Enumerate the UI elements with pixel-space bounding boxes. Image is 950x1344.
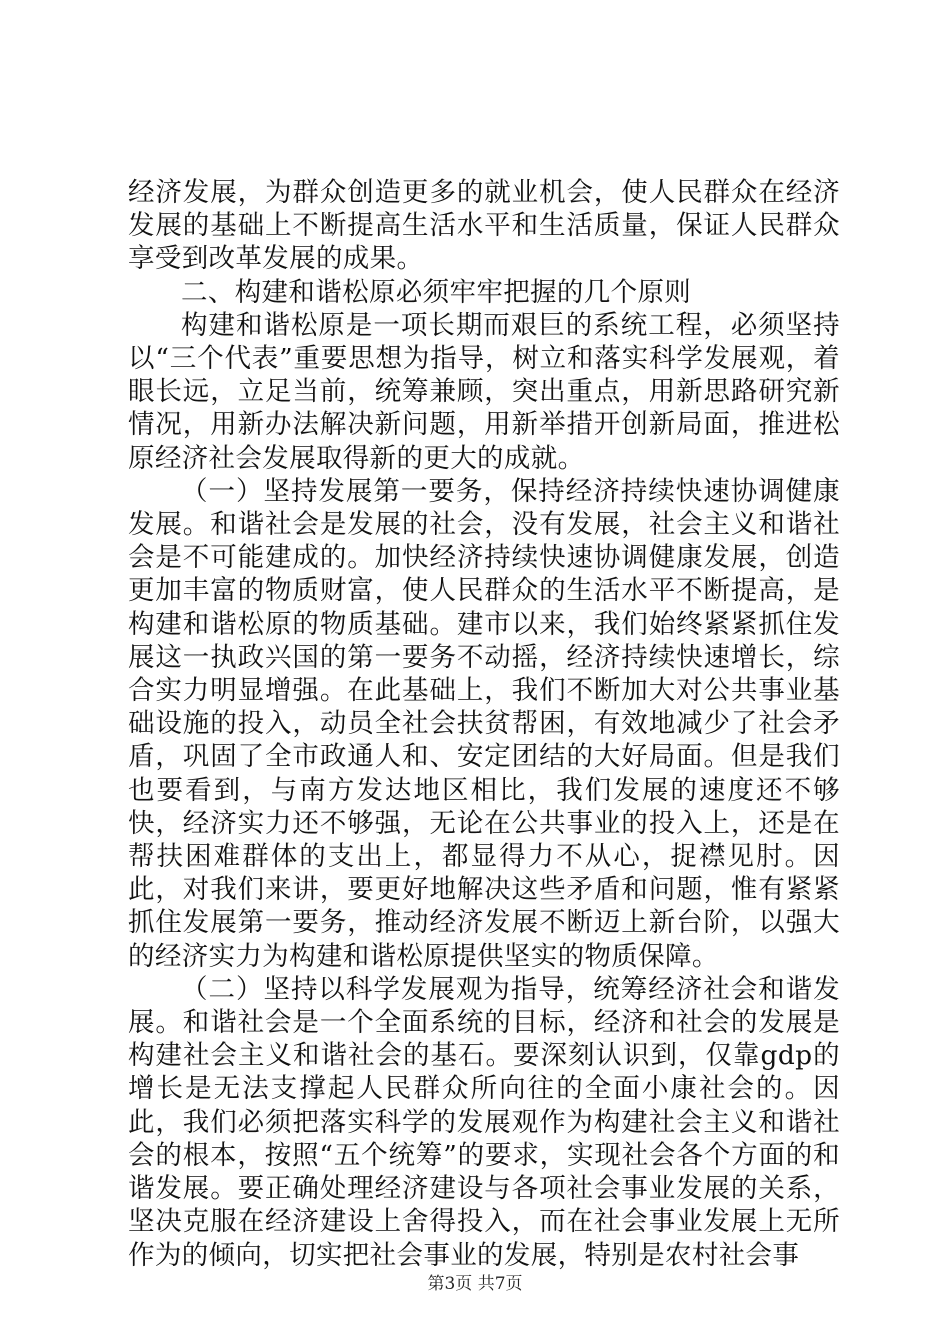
document-body <box>128 176 840 1272</box>
page-number-footer: 第3页 共7页 <box>427 1274 523 1294</box>
paragraph-continuation: 经济发展，为群众创造更多的就业机会，使人民群众在经济发展的基础上不断提高生活水平和生活质量，保证人民群众享受到改革发展的成果。 <box>128 177 840 275</box>
paragraph-point-1: （一）坚持发展第一要务，保持经济持续快速协调健康发展。和谐社会是发展的社会，没有发展，社会主义和谐社会是不可能建成的。加快经济持续快速协调健康发展，创造更加丰富的物质财富，使人民群众的生活水平不断提高，是构建和谐松原的物质基础。建市以来，我们始终紧紧抓住发展这一执政兴国的第一要务不动摇，经济持续快速增长，综合实力明显增强。在此基础上，我们不断加大对公共事业基础设施的投入，动员全社会扶贫帮困，有效地减少了社会矛盾，巩固了全市政通人和、安定团结的大好局面。但是我们也要看到，与南方发达地区相比，我们发展的速度还不够快，经济实力还不够强，无论在公共事业的投入上，还是在帮扶困难群体的支出上，都显得力不从心，捉襟见肘。因此，对我们来讲，要更好地解决这些矛盾和问题，惟有紧紧抓住发展第一要务，推动经济发展不断迈上新台阶，以强大的经济实力为构建和谐松原提供坚实的物质保障。 <box>128 475 840 972</box>
paragraph-intro: 构建和谐松原是一项长期而艰巨的系统工程，必须坚持以“三个代表”重要思想为指导，树立和落实科学发展观，着眼长远，立足当前，统筹兼顾，突出重点，用新思路研究新情况，用新办法解决新问题，用新举措开创新局面，推进松原经济社会发展取得新的更大的成就。 <box>128 309 840 474</box>
paragraph-point-2: （二）坚持以科学发展观为指导，统筹经济社会和谐发展。和谐社会是一个全面系统的目标，经济和社会的发展是构建社会主义和谐社会的基石。要深刻认识到，仅靠gdp的增长是无法支撑起人民群众所向往的全面小康社会的。因此，我们必须把落实科学的发展观作为构建社会主义和谐社会的根本，按照“五个统筹”的要求，实现社会各个方面的和谐发展。要正确处理经济建设与各项社会事业发展的关系，坚决克服在经济建设上舍得投入，而在社会事业发展上无所作为的倾向，切实把社会事业的发展，特别是农村社会事 <box>128 973 840 1271</box>
section-heading: 二、构建和谐松原必须牢牢把握的几个原则 <box>181 276 692 308</box>
